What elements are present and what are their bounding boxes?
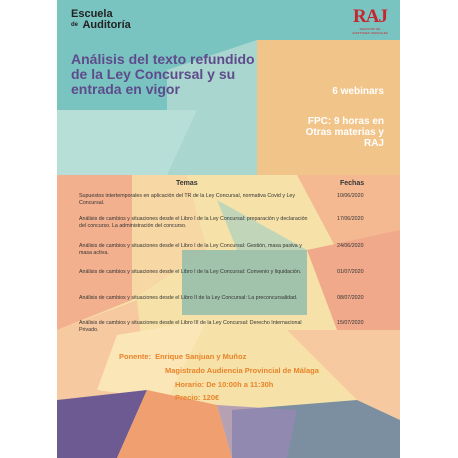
raj-mark: RAJ bbox=[353, 6, 387, 27]
ponente-name: Enrique Sanjuan y Muñoz bbox=[155, 352, 247, 361]
row-tema: Análisis de cambios y situaciones desde el Libro I de la Ley Concursal: Convenio y liquidación. bbox=[79, 269, 302, 275]
ponente-label: Ponente: bbox=[119, 352, 152, 361]
escuela-de-auditoria-logo bbox=[71, 9, 131, 31]
table-row bbox=[79, 193, 389, 213]
raj-logo bbox=[352, 7, 388, 35]
horario: Horario: De 10:00h a 11:30h bbox=[175, 380, 274, 389]
row-fecha: 08/07/2020 bbox=[337, 295, 364, 301]
row-tema: Supuestos intertemporales en aplicación del TR de la Ley Concursal, normativa Covid y Ley Concursal. bbox=[79, 193, 296, 206]
row-fecha: 10/06/2020 bbox=[337, 193, 364, 199]
fpc-hours: FPC: 9 horas en Otras materias y RAJ bbox=[305, 116, 384, 149]
row-fecha: 24/06/2020 bbox=[337, 243, 364, 249]
row-tema: Análisis de cambios y situaciones desde el Libro I de la Ley Concursal: Gestión, masa pasiva y masa activa. bbox=[79, 243, 302, 256]
table-row bbox=[79, 243, 389, 263]
row-tema: Análisis de cambios y situaciones desde el Libro II de la Ley Concursal: La preconcursalidad. bbox=[79, 295, 298, 301]
ponente bbox=[119, 352, 246, 361]
row-fecha: 01/07/2020 bbox=[337, 269, 364, 275]
row-tema: Análisis de cambios y situaciones desde el Libro III de la Ley Concursal: Derecho Internacional Privado. bbox=[79, 320, 302, 333]
precio: Precio: 120€ bbox=[175, 393, 220, 402]
header-fechas: Fechas bbox=[340, 180, 365, 187]
raj-subtitle: REGISTRO DE AUDITORES JUDICIALES bbox=[352, 27, 388, 35]
ponente-cargo: Magistrado Audiencia Provincial de Málaga bbox=[165, 366, 319, 375]
poster bbox=[57, 0, 400, 458]
webinars-count: 6 webinars bbox=[332, 86, 384, 97]
table-row bbox=[79, 295, 389, 315]
logo-line-2-small: de bbox=[71, 22, 79, 29]
table-row bbox=[79, 320, 389, 340]
row-tema: Análisis de cambios y situaciones desde el Libro I de la Ley Concursal: preparación y declaración del concurso. La administración del concurso. bbox=[79, 216, 308, 229]
header-temas: Temas bbox=[176, 180, 198, 187]
logo-line-1: Escuela bbox=[71, 8, 113, 20]
row-fecha: 15/07/2020 bbox=[337, 320, 364, 326]
table-row bbox=[79, 216, 389, 236]
table-row bbox=[79, 269, 389, 289]
logo-line-2-big: Auditoría bbox=[82, 19, 131, 32]
poster-title: Análisis del texto refundido de la Ley Concursal y su entrada en vigor bbox=[71, 51, 255, 97]
row-fecha: 17/06/2020 bbox=[337, 216, 364, 222]
